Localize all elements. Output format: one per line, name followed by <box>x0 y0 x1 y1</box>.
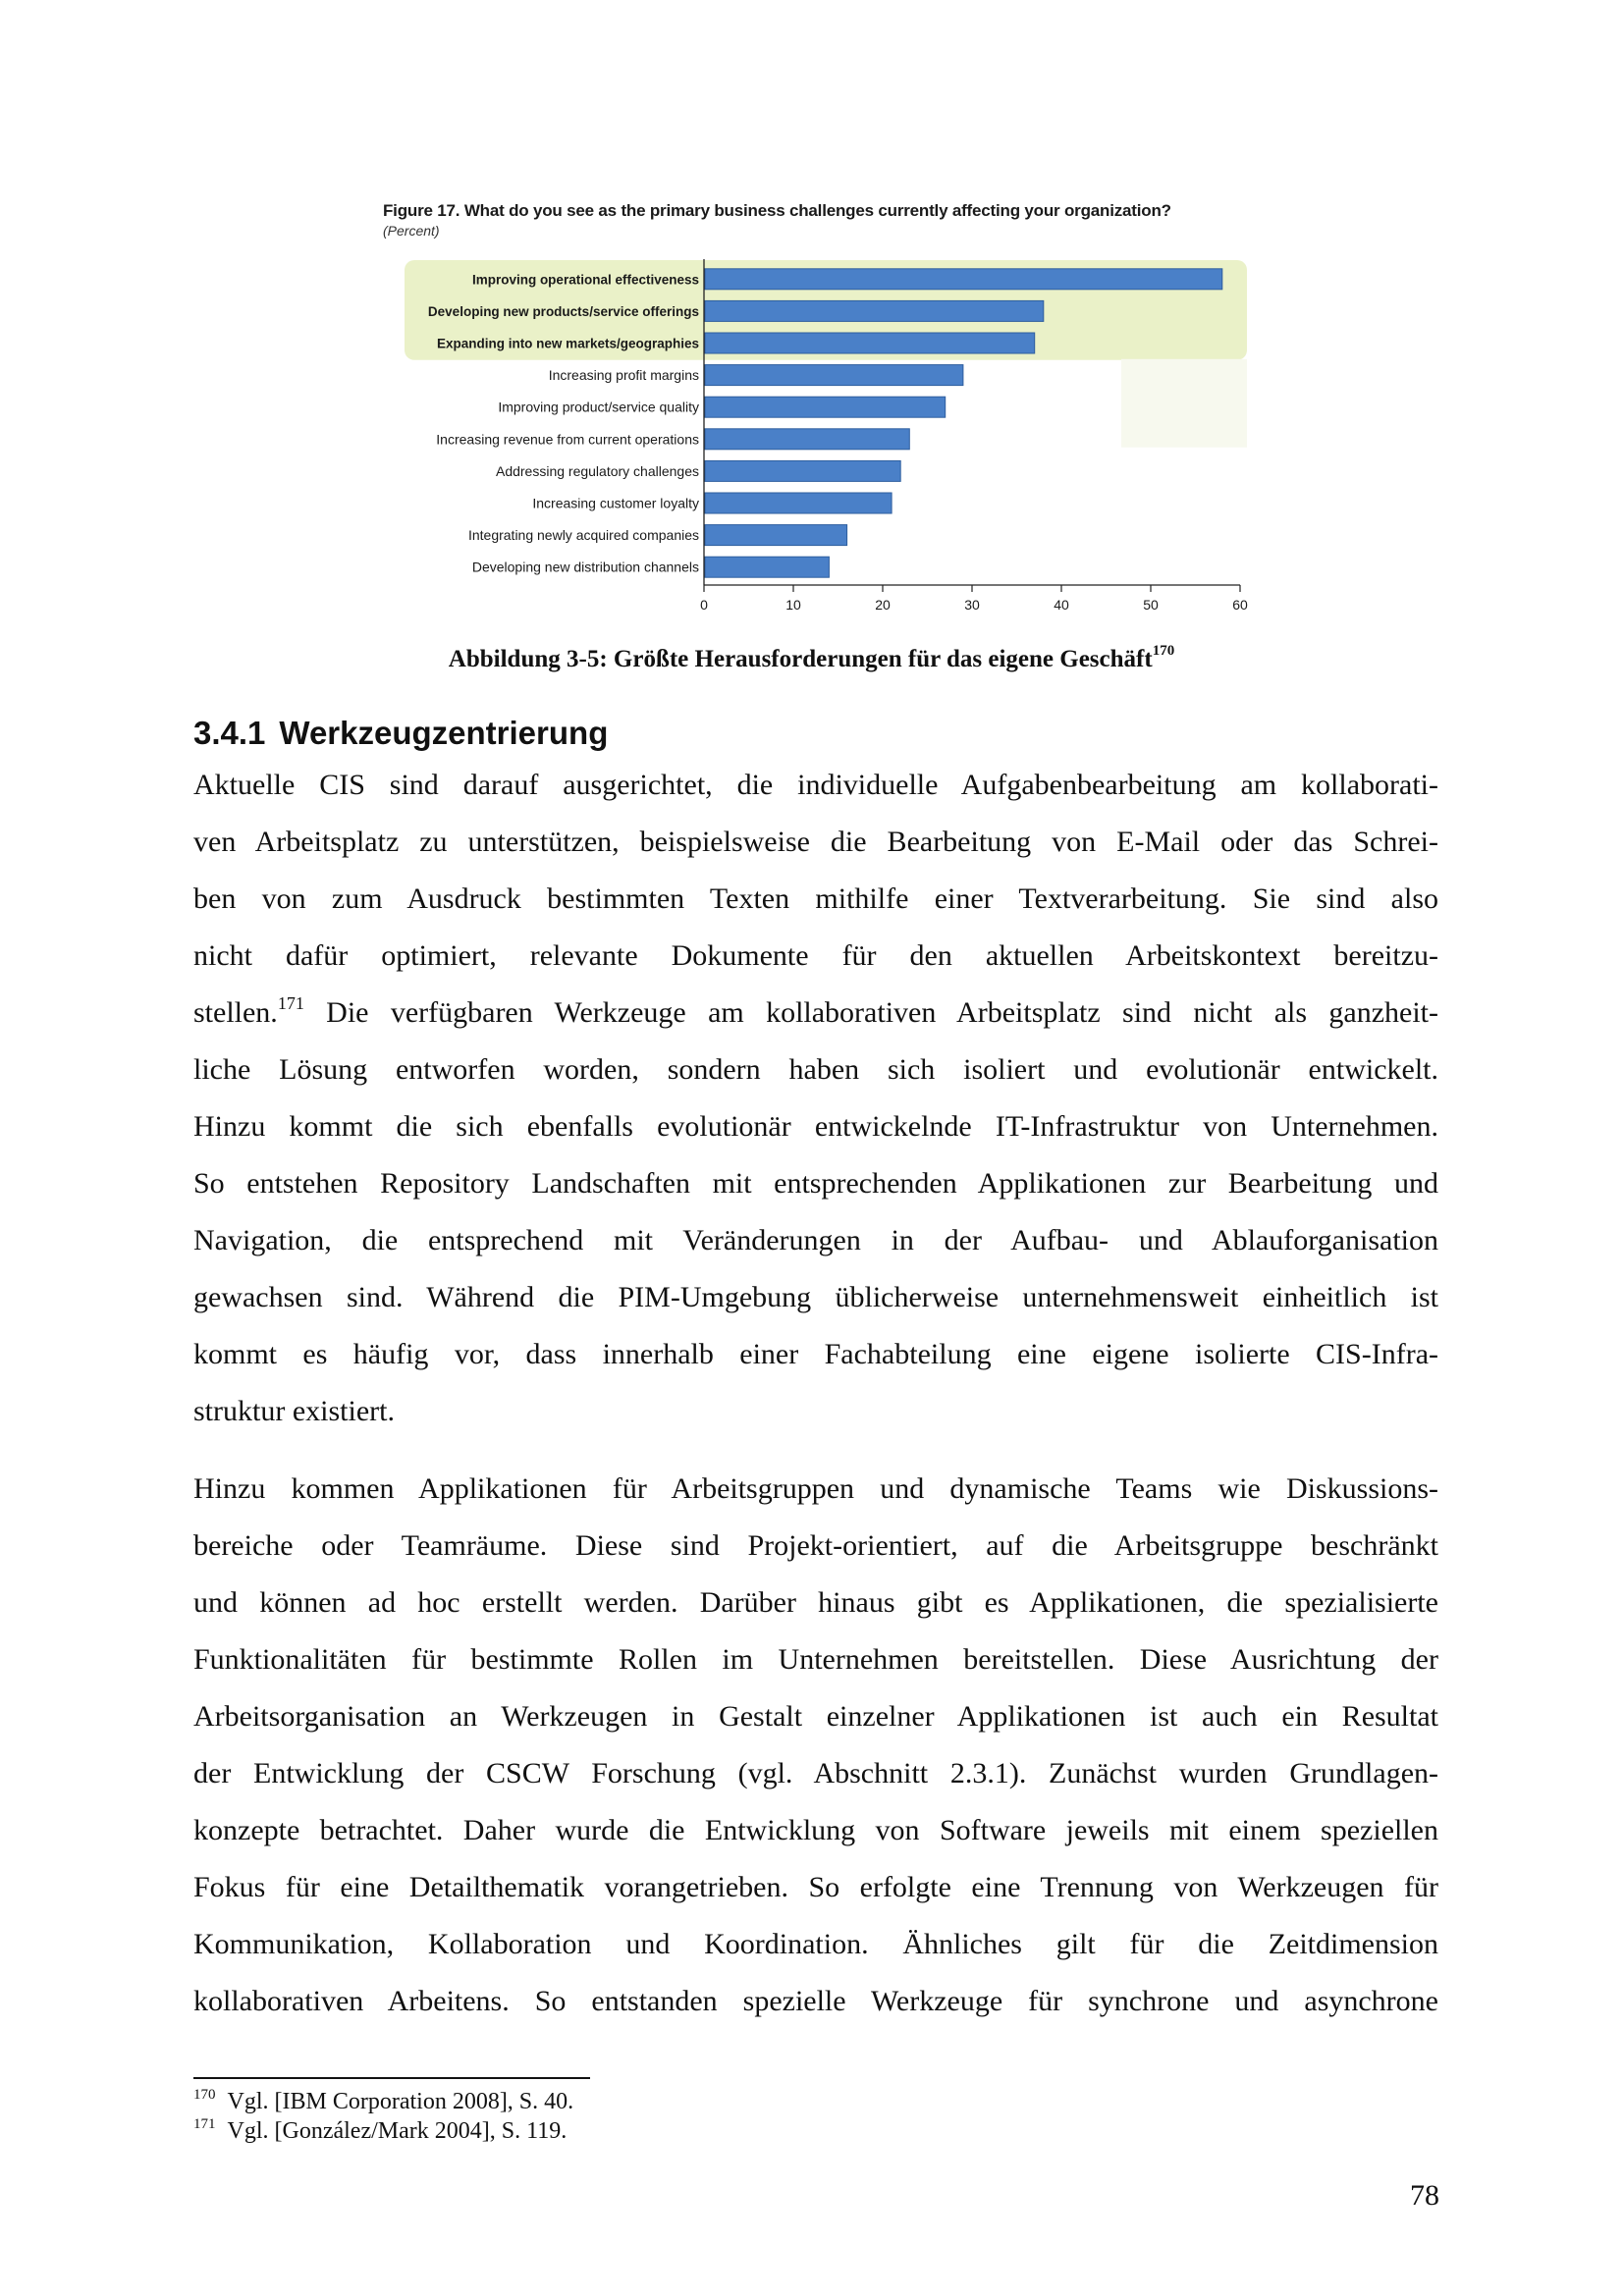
footnote-text: Vgl. [IBM Corporation 2008], S. 40. <box>227 2089 574 2114</box>
x-tick-label: 50 <box>1143 597 1159 613</box>
category-label: Developing new distribution channels <box>471 559 699 575</box>
category-label: Developing new products/service offerings <box>427 303 699 319</box>
section-title: Werkzeugzentrierung <box>279 715 609 751</box>
text-line: liche Lösung entworfen worden, sondern haben sich isoliert und evolutionär entwickelt. <box>193 1053 1438 1086</box>
page-number: 78 <box>1410 2179 1439 2212</box>
text-line: konzepte betrachtet. Daher wurde die Entwicklung von Software jeweils mit einem speziellen <box>193 1814 1438 1846</box>
caption-footnote-ref: 170 <box>1152 643 1175 659</box>
text-line: bereiche oder Teamräume. Diese sind Projekt-orientiert, auf die Arbeitsgruppe beschränkt <box>193 1529 1438 1562</box>
bar <box>705 333 1035 353</box>
figure-title: Figure 17. What do you see as the primary business challenges currently affecting your organization? <box>383 201 1171 220</box>
bar <box>705 429 909 450</box>
figure-unit: (Percent) <box>383 223 440 239</box>
footnote-170 <box>193 2087 573 2115</box>
text-line: Fokus für eine Detailthematik vorangetrieben. So erfolgte eine Trennung von Werkzeugen für <box>193 1871 1438 1903</box>
section-number: 3.4.1 <box>193 715 266 751</box>
bar-chart <box>383 201 1267 623</box>
bar <box>705 525 847 546</box>
category-label: Increasing revenue from current operations <box>436 431 699 448</box>
x-tick-label: 30 <box>964 597 980 613</box>
text-line: Aktuelle CIS sind darauf ausgerichtet, die individuelle Aufgabenbearbeitung am kollaborati- <box>193 769 1438 801</box>
category-label: Expanding into new markets/geographies <box>436 336 699 351</box>
text-line: nicht dafür optimiert, relevante Dokumente für den aktuellen Arbeitskontext bereitzu- <box>193 939 1438 972</box>
x-tick-label: 40 <box>1054 597 1069 613</box>
x-tick-label: 60 <box>1232 597 1248 613</box>
bar <box>705 269 1222 290</box>
text-line: struktur existiert. <box>193 1395 395 1427</box>
x-tick-label: 10 <box>785 597 801 613</box>
category-label: Addressing regulatory challenges <box>495 462 699 479</box>
footnote-171 <box>193 2116 567 2145</box>
bar <box>705 365 963 386</box>
text-line: und können ad hoc erstellt werden. Darüber hinaus gibt es Applikationen, die spezialisierte <box>193 1586 1438 1619</box>
text-segment: Die verfügbaren Werkzeuge am kollaborativen Arbeitsplatz sind nicht als ganzheit- <box>303 996 1438 1029</box>
text-line: kollaborativen Arbeitens. So entstanden spezielle Werkzeuge für synchrone und asynchrone <box>193 1985 1438 2017</box>
category-label: Integrating newly acquired companies <box>467 527 699 544</box>
paragraph-2 <box>193 1461 1438 2030</box>
figure <box>383 201 1267 623</box>
text-segment: stellen. <box>193 996 278 1029</box>
text-line: Kommunikation, Kollaboration und Koordination. Ähnliches gilt für die Zeitdimension <box>193 1928 1438 1960</box>
text-line: kommt es häufig vor, dass innerhalb einer Fachabteilung eine eigene isolierte CIS-Infra- <box>193 1338 1438 1370</box>
caption-text: Abbildung 3-5: Größte Herausforderungen für das eigene Geschäft <box>448 646 1153 672</box>
bar <box>705 493 892 513</box>
footnote-ref: 171 <box>277 993 304 1013</box>
text-line: Funktionalitäten für bestimmte Rollen im Unternehmen bereitstellen. Diese Ausrichtung der <box>193 1643 1438 1676</box>
figure-caption <box>0 643 1623 673</box>
paragraph-1 <box>193 757 1438 1440</box>
text-line: der Entwicklung der CSCW Forschung (vgl. Abschnitt 2.3.1). Zunächst wurden Grundlagen- <box>193 1757 1438 1789</box>
category-label: Increasing profit margins <box>548 367 699 384</box>
text-line: Navigation, die entsprechend mit Veränderungen in der Aufbau- und Ablauforganisation <box>193 1224 1438 1256</box>
bar <box>705 300 1044 321</box>
footnote-mark: 170 <box>193 2087 216 2103</box>
text-line: ben von zum Ausdruck bestimmten Texten mithilfe einer Textverarbeitung. Sie sind also <box>193 882 1438 915</box>
text-line <box>193 985 1438 1041</box>
bar <box>705 397 946 417</box>
text-line: ven Arbeitsplatz zu unterstützen, beispielsweise die Bearbeitung von E-Mail oder das Schrei- <box>193 826 1438 858</box>
x-tick-label: 0 <box>700 597 708 613</box>
section-heading <box>193 715 608 752</box>
category-label: Increasing customer loyalty <box>532 495 699 511</box>
x-tick-label: 20 <box>875 597 891 613</box>
category-label: Improving operational effectiveness <box>471 272 699 288</box>
bar <box>705 460 900 481</box>
highlight-fade <box>1121 359 1247 448</box>
footnote-mark: 171 <box>193 2116 216 2132</box>
text-line: Hinzu kommen Applikationen für Arbeitsgruppen und dynamische Teams wie Diskussions- <box>193 1472 1438 1505</box>
footnote-text: Vgl. [González/Mark 2004], S. 119. <box>227 2118 568 2144</box>
category-label: Improving product/service quality <box>498 399 699 415</box>
text-line: Hinzu kommt die sich ebenfalls evolutionär entwickelnde IT-Infrastruktur von Unternehmen. <box>193 1110 1438 1143</box>
text-line: gewachsen sind. Während die PIM-Umgebung üblicherweise unternehmensweit einheitlich ist <box>193 1281 1438 1313</box>
text-line: Arbeitsorganisation an Werkzeugen in Gestalt einzelner Applikationen ist auch ein Resultat <box>193 1700 1438 1733</box>
footnote-rule <box>193 2077 590 2079</box>
bar <box>705 557 829 577</box>
text-line: So entstehen Repository Landschaften mit entsprechenden Applikationen zur Bearbeitung und <box>193 1167 1438 1200</box>
